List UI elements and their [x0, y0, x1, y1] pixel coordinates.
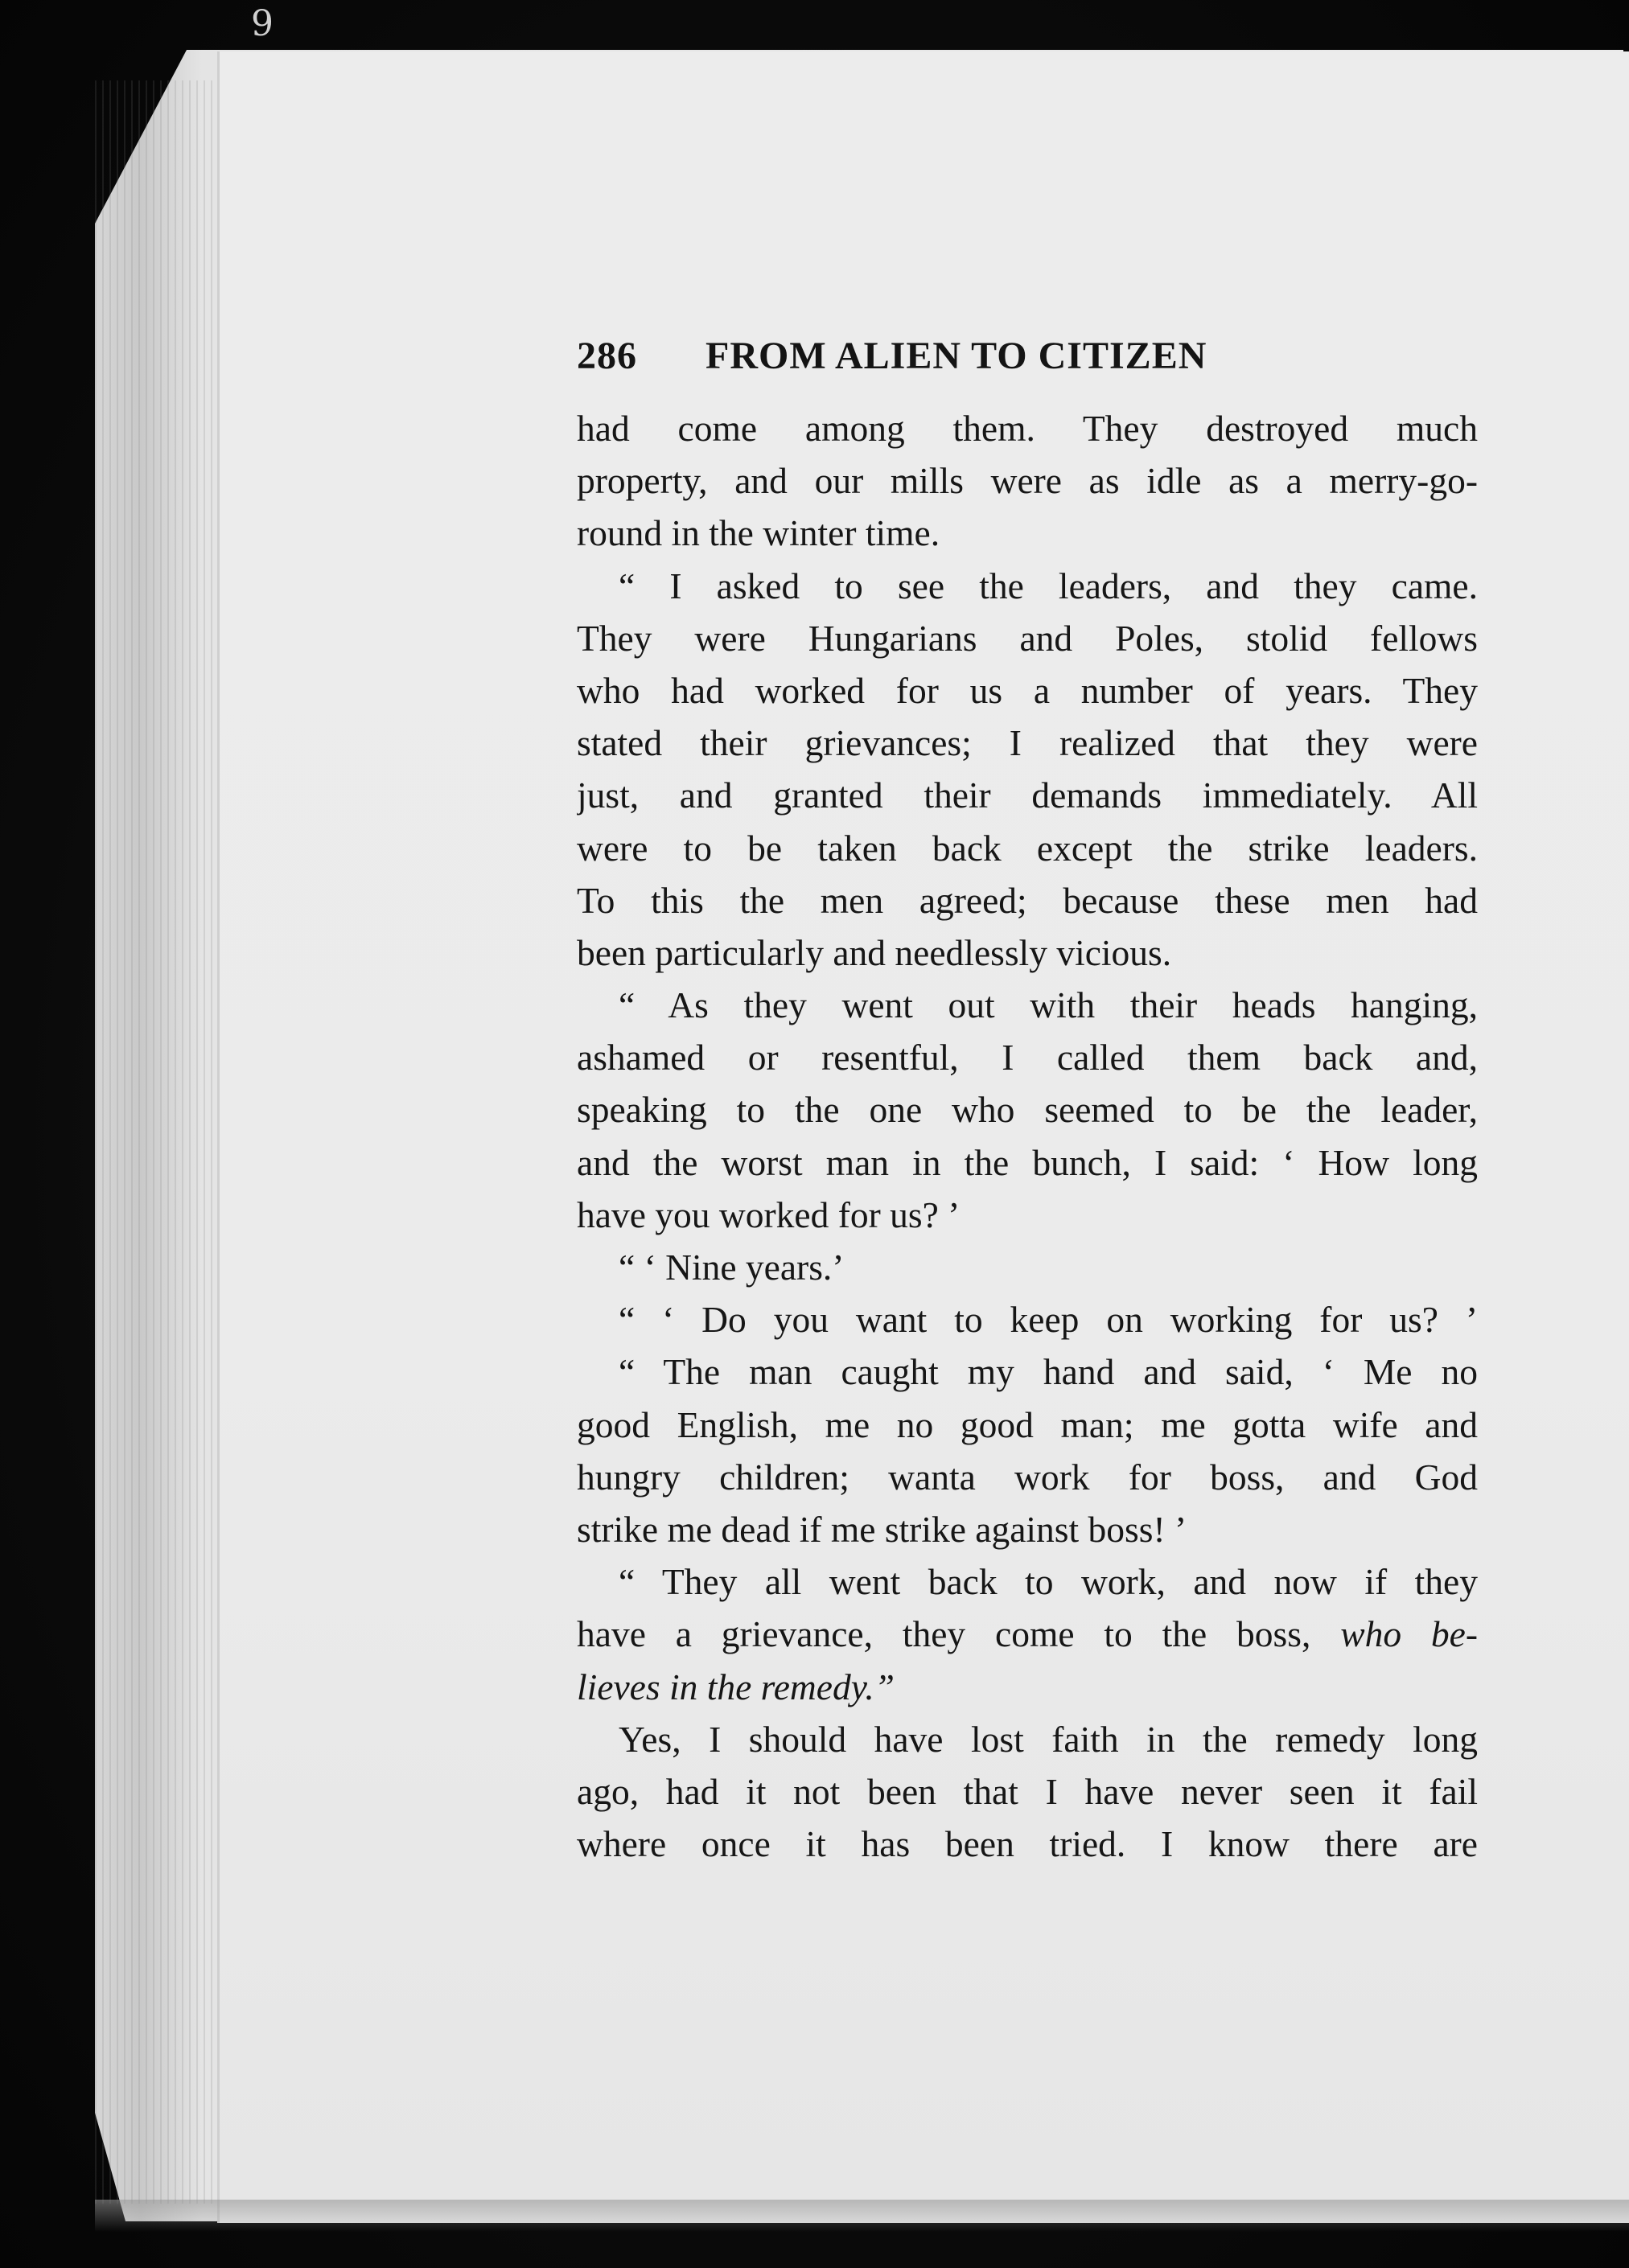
line-text: To this the men agreed; because these men had	[577, 879, 1478, 921]
line-text: good English, me no good man; me gotta wife and	[577, 1403, 1478, 1445]
line-text: “ The man caught my hand and said, ‘ Me no	[619, 1351, 1478, 1393]
line-text: “ I asked to see the leaders, and they came.	[619, 565, 1478, 606]
text-line	[577, 664, 1478, 717]
text-line	[577, 1713, 1478, 1765]
line-text: speaking to the one who seemed to be the leader,	[577, 1089, 1478, 1131]
page-edge-lines	[95, 80, 232, 2204]
line-text: “ ‘ Nine years.’	[619, 1247, 845, 1288]
line-text: have you worked for us? ’	[577, 1194, 961, 1235]
running-header	[577, 334, 1478, 378]
line-text: where once it has been tried. I know there are	[577, 1823, 1478, 1865]
line-text: just, and granted their demands immediately. All	[577, 774, 1478, 816]
text-line	[577, 927, 1478, 979]
line-text: ago, had it not been that I have never seen it fail	[577, 1770, 1478, 1812]
text-line	[577, 1555, 1478, 1608]
text-line	[577, 1451, 1478, 1503]
text-line	[577, 507, 1478, 559]
line-text: strike me dead if me strike against boss! ’	[577, 1508, 1187, 1550]
line-text: been particularly and needlessly vicious.	[577, 931, 1172, 973]
text-line	[577, 1293, 1478, 1346]
text-line	[577, 717, 1478, 769]
line-text: and the worst man in the bunch, I said: ‘ How long	[577, 1141, 1478, 1183]
line-text: ashamed or resentful, I called them back and,	[577, 1037, 1478, 1079]
line-text: “ As they went out with their heads hanging,	[619, 984, 1478, 1026]
text-line	[577, 1765, 1478, 1818]
line-text: hungry children; wanta work for boss, and God	[577, 1456, 1478, 1498]
text-line	[577, 1031, 1478, 1083]
line-text: stated their grievances; I realized that they were	[577, 722, 1478, 764]
line-text: They were Hungarians and Poles, stolid fellows	[577, 617, 1478, 659]
page-number: 286	[577, 335, 637, 377]
line-text: “ They all went back to work, and now if they	[619, 1561, 1478, 1603]
line-text: “ ‘ Do you want to keep on working for us? ’	[619, 1299, 1478, 1341]
line-text: round in the winter time.	[577, 512, 940, 554]
running-title: FROM ALIEN TO CITIZEN	[705, 335, 1207, 377]
line-text: have a grievance, they come to the boss,	[577, 1613, 1311, 1655]
text-line	[577, 1661, 1478, 1713]
line-text: property, and our mills were as idle as a merry-go-	[577, 460, 1478, 502]
text-line	[577, 1503, 1478, 1555]
text-line	[577, 402, 1478, 454]
text-line	[577, 454, 1478, 507]
text-line	[577, 1083, 1478, 1136]
line-text: who had worked for us a number of years. They	[577, 669, 1478, 711]
text-line	[577, 1608, 1478, 1660]
text-line	[577, 1399, 1478, 1451]
text-line	[577, 1241, 1478, 1293]
text-line	[577, 612, 1478, 664]
text-line	[577, 822, 1478, 874]
text-line	[577, 769, 1478, 821]
text-line	[577, 1346, 1478, 1398]
text-line	[577, 1189, 1478, 1241]
corner-scan-mark: 9	[251, 3, 274, 44]
line-italic-text: who be-	[1340, 1613, 1478, 1655]
line-text: had come among them. They destroyed much	[577, 408, 1478, 449]
text-line	[577, 979, 1478, 1031]
text-line	[577, 874, 1478, 927]
page-bottom-shadow	[95, 2200, 1629, 2232]
line-text: Yes, I should have lost faith in the remedy long	[619, 1718, 1478, 1760]
line-text: were to be taken back except the strike leaders.	[577, 827, 1478, 869]
text-line	[577, 1136, 1478, 1189]
line-italic-text: lieves in the remedy.”	[577, 1666, 895, 1707]
text-line	[577, 1818, 1478, 1870]
body-text	[577, 402, 1478, 1870]
text-line	[577, 560, 1478, 612]
